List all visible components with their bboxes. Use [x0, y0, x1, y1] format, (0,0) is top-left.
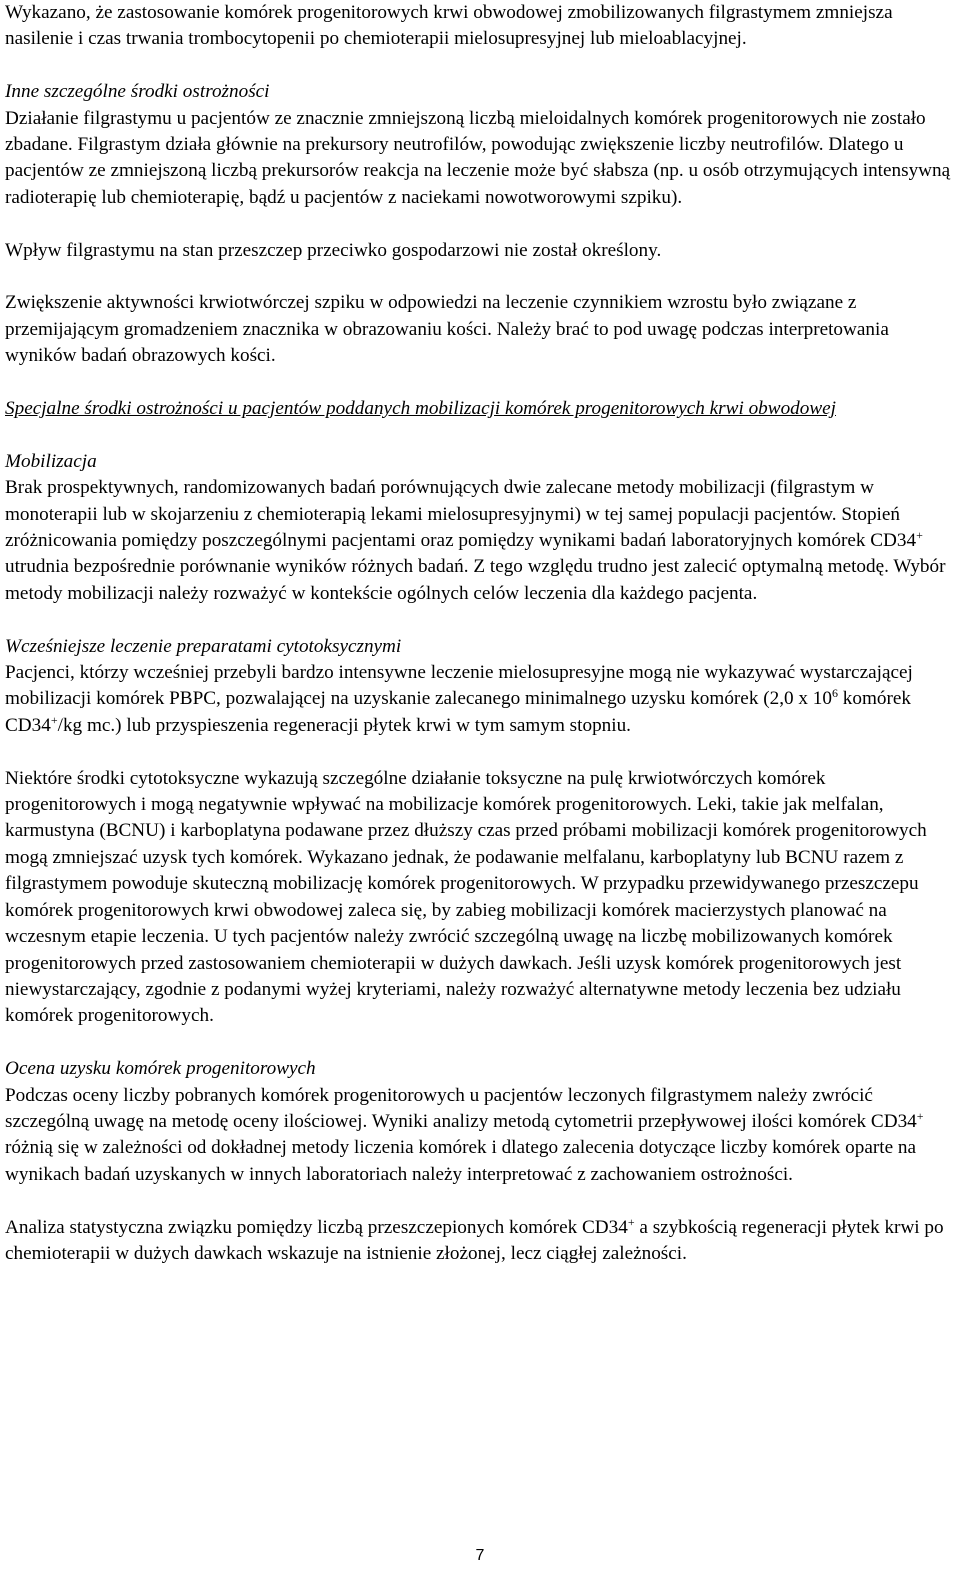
- paragraph-prior-cytotoxic: [5, 634, 957, 740]
- paragraph-other-precautions: [5, 79, 957, 211]
- section-heading: Specjalne środki ostrożności u pacjentów poddanych mobilizacji komórek progenitorowych krwi obwodowej: [5, 398, 836, 420]
- text-prior-cytotoxic-a: Pacjenci, którzy wcześniej przebyli bardzo intensywne leczenie mielosupresyjne mogą nie wykazywać wystarczającej mobilizacji komórek PBPC, pozwalającej na uzyskanie zalecanego minimalnego uzysku komórek (2,0 x 10: [5, 662, 913, 710]
- text-mobilization-a: Brak prospektywnych, randomizowanych badań porównujących dwie zalecane metody mobilizacji (filgrastym w monoterapii lub w skojarzeniu z chemioterapią lekami mielosupresyjnymi) w tej samej populacji pacjentów. Stopień zróżnicowania pomiędzy poszczególnymi pacjentami oraz pomiędzy wynikami badań laboratoryjnych komórek CD34: [5, 477, 917, 552]
- section-heading-mobilization: [5, 396, 957, 422]
- superscript-plus: +: [916, 528, 923, 543]
- paragraph-yield-assessment: [5, 1056, 957, 1188]
- superscript-plus: +: [50, 712, 58, 727]
- text-yield-assessment-b: różnią się w zależności od dokładnej metody liczenia komórek i dlatego zalecenia dotyczące liczby komórek oparte na wynikach badań uzyskanych w innych laboratoriach należy interpretować z zachowaniem ostrożności.: [5, 1137, 917, 1185]
- text-prior-cytotoxic-b: komórek CD34: [5, 688, 911, 736]
- heading-mobilization: Mobilizacja: [5, 450, 97, 472]
- text-mobilization-b: utrudnia bezpośrednie porównanie wyników różnych badań. Z tego względu trudno jest zalecić optymalną metodę. Wybór metody mobilizacji należy rozważyć w kontekście ogólnych celów leczenia dla każdego pacjenta.: [5, 556, 946, 604]
- page-number: 7: [475, 1547, 485, 1564]
- text-statistical-b: a szybkością regeneracji płytek krwi po chemioterapii w dużych dawkach wskazuje na istnienie złożonej, lecz ciągłej zależności.: [5, 1216, 944, 1264]
- superscript-plus: +: [627, 1214, 635, 1229]
- text-yield-assessment-a: Podczas oceny liczby pobranych komórek progenitorowych u pacjentów leczonych filgrastymem należy zwrócić szczególną uwagę na metodę oceny ilościowej. Wyniki analizy metodą cytometrii przepływowej ilości komórek CD34: [5, 1084, 917, 1132]
- paragraph-bone-imaging: Zwiększenie aktywności krwiotwórczej szpiku w odpowiedzi na leczenie czynnikiem wzrostu było związane z przemijającym gromadzeniem znacznika w obrazowaniu kości. Należy brać to pod uwagę podczas interpretowania wyników badań obrazowych kości.: [5, 292, 889, 367]
- paragraph-intro: Wykazano, że zastosowanie komórek progenitorowych krwi obwodowej zmobilizowanych filgrastymem zmniejsza nasilenie i czas trwania trombocytopenii po chemioterapii mielosupresyjnej lub mieloablacyjnej.: [5, 2, 893, 50]
- document-page: [5, 0, 957, 1294]
- paragraph-gvhd: Wpływ filgrastymu na stan przeszczep przeciwko gospodarzowi nie został określony.: [5, 239, 662, 261]
- heading-yield-assessment: Ocena uzysku komórek progenitorowych: [5, 1058, 316, 1080]
- paragraph-cytotoxic-agents: Niektóre środki cytotoksyczne wykazują szczególne działanie toksyczne na pulę krwiotwórczych komórek progenitorowych i mogą negatywnie wpływać na mobilizacje komórek progenitorowych. Leki, takie jak melfalan, karmustyna (BCNU) i karboplatyna podawane przez dłuższy czas przed próbami mobilizacji komórek progenitorowych mogą zmniejszać uzysk tych komórek. Wykazano jednak, że podawanie melfalanu, karboplatyny lub BCNU razem z filgrastymem powoduje skuteczną mobilizację komórek progenitorowych. W przypadku przewidywanego przeszczepu komórek progenitorowych krwi obwodowej zaleca się, by zabieg mobilizacji komórek macierzystych planować na wczesnym etapie leczenia. U tych pacjentów należy zwrócić szczególną uwagę na liczbę mobilizowanych komórek progenitorowych przed zastosowaniem chemioterapii w dużych dawkach. Jeśli uzysk komórek progenitorowych jest niewystarczający, zgodnie z podanymi wyżej kryteriami, należy rozważyć alternatywne metody leczenia bez udziału komórek progenitorowych.: [5, 767, 927, 1027]
- superscript-plus: +: [916, 1108, 924, 1123]
- text-prior-cytotoxic-c: /kg mc.) lub przyspieszenia regeneracji płytek krwi w tym samym stopniu.: [57, 714, 631, 736]
- paragraph-mobilization: [5, 449, 957, 607]
- text-other-precautions: Działanie filgrastymu u pacjentów ze znacznie zmniejszoną liczbą mieloidalnych komórek progenitorowych nie zostało zbadane. Filgrastym działa głównie na prekursory neutrofilów, powodując zwiększenie liczby neutrofilów. Dlatego u pacjentów ze zmniejszoną liczbą prekursorów reakcja na leczenie może być słabsza (np. u osób otrzymujących intensywną radioterapię lub chemioterapię, bądź u pacjentów z naciekami nowotworowymi szpiku).: [5, 107, 951, 208]
- heading-prior-cytotoxic: Wcześniejsze leczenie preparatami cytotoksycznymi: [5, 635, 402, 657]
- paragraph-statistical-analysis: [5, 1215, 957, 1268]
- heading-other-precautions: Inne szczególne środki ostrożności: [5, 81, 270, 103]
- superscript-exponent: 6: [831, 686, 838, 701]
- text-statistical-a: Analiza statystyczna związku pomiędzy liczbą przeszczepionych komórek CD34: [5, 1216, 628, 1238]
